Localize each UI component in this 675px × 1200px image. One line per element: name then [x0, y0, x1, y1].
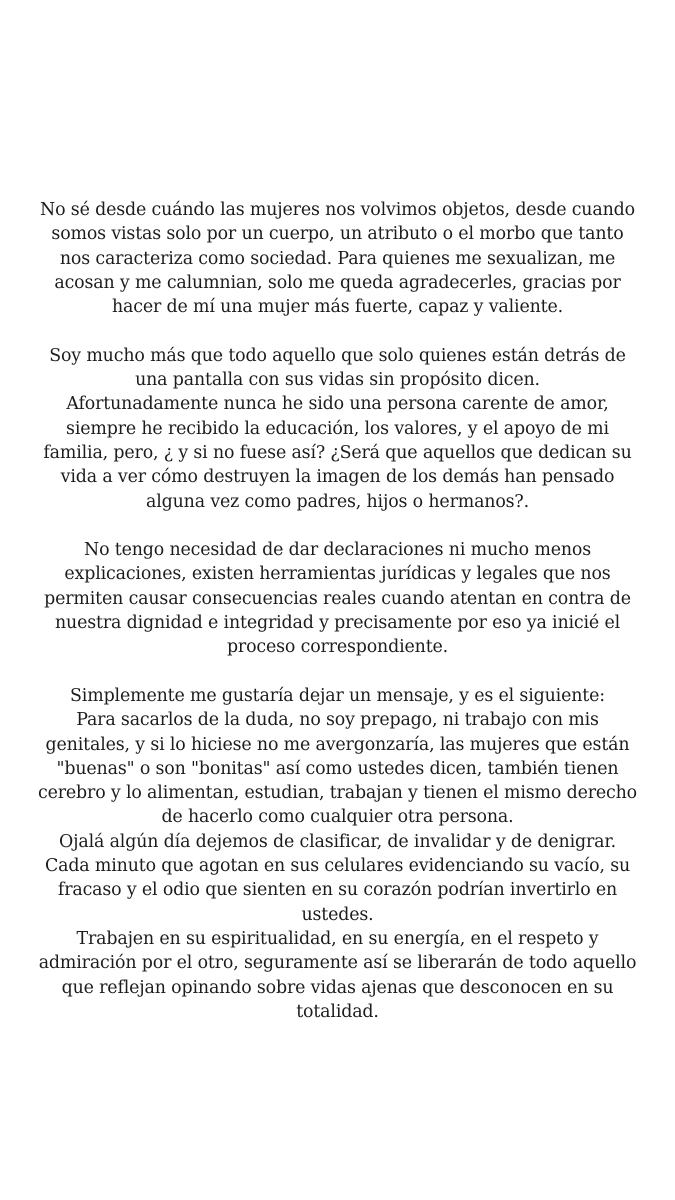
text-line: Ojalá algún día dejemos de clasificar, de invalidar y de denigrar. [59, 831, 616, 852]
text-line: genitales, y si lo hiciese no me avergonzaría, las mujeres que están [45, 734, 630, 755]
text-line: No tengo necesidad de dar declaraciones ni mucho menos [84, 540, 591, 561]
text-line: Para sacarlos de la duda, no soy prepago, ni trabajo con mis [76, 710, 599, 731]
text-line: familia, pero, ¿ y si no fuese así? ¿Será que aquellos que dedican su [43, 442, 632, 463]
text-line: Afortunadamente nunca he sido una persona carente de amor, [66, 394, 609, 415]
paragraph-4 [20, 684, 655, 1024]
text-line: vida a ver cómo destruyen la imagen de los demás han pensado [60, 467, 615, 488]
text-line: siempre he recibido la educación, los valores, y el apoyo de mi [66, 418, 609, 439]
text-line: Cada minuto que agotan en sus celulares evidenciando su vacío, su [44, 856, 631, 877]
text-line: explicaciones, existen herramientas jurídicas y legales que nos [64, 564, 611, 585]
text-line: hacer de mí una mujer más fuerte, capaz y valiente. [112, 297, 563, 318]
text-line: cerebro y lo alimentan, estudian, trabajan y tienen el mismo derecho [38, 783, 637, 804]
text-line: nuestra dignidad e integridad y precisamente por eso ya inicié el [55, 613, 620, 634]
text-line: Trabajen en su espiritualidad, en su energía, en el respeto y [76, 928, 599, 949]
text-line: que reflejan opinando sobre vidas ajenas que desconocen en su [61, 977, 614, 998]
text-line: permiten causar consecuencias reales cuando atentan en contra de [44, 588, 631, 609]
text-line: fracaso y el odio que sienten en su corazón podrían invertirlo en [57, 880, 618, 901]
paragraph-2 [20, 344, 655, 514]
statement-text-block [20, 198, 655, 1024]
paragraph-1 [20, 198, 655, 319]
text-line: ustedes. [301, 904, 374, 925]
text-line: Soy mucho más que todo aquello que solo quienes están detrás de [49, 345, 626, 366]
text-line: una pantalla con sus vidas sin propósito dicen. [135, 370, 540, 391]
text-line: "buenas" o son "bonitas" así como ustedes dicen, también tienen [56, 758, 619, 779]
text-line: proceso correspondiente. [226, 637, 449, 658]
text-line: alguna vez como padres, hijos o hermanos?. [146, 491, 529, 512]
text-line: somos vistas solo por un cuerpo, un atributo o el morbo que tanto [51, 224, 624, 245]
text-line: de hacerlo como cualquier otra persona. [161, 807, 514, 828]
paragraph-3 [20, 538, 655, 659]
text-line: admiración por el otro, seguramente así se liberarán de todo aquello [38, 953, 637, 974]
text-line: acosan y me calumnian, solo me queda agradecerles, gracias por [54, 272, 621, 293]
text-line: totalidad. [296, 1001, 379, 1022]
text-line: Simplemente me gustaría dejar un mensaje, y es el siguiente: [70, 685, 605, 706]
text-line: No sé desde cuándo las mujeres nos volvimos objetos, desde cuando [40, 200, 635, 220]
text-line: nos caracteriza como sociedad. Para quienes me sexualizan, me [59, 248, 616, 269]
